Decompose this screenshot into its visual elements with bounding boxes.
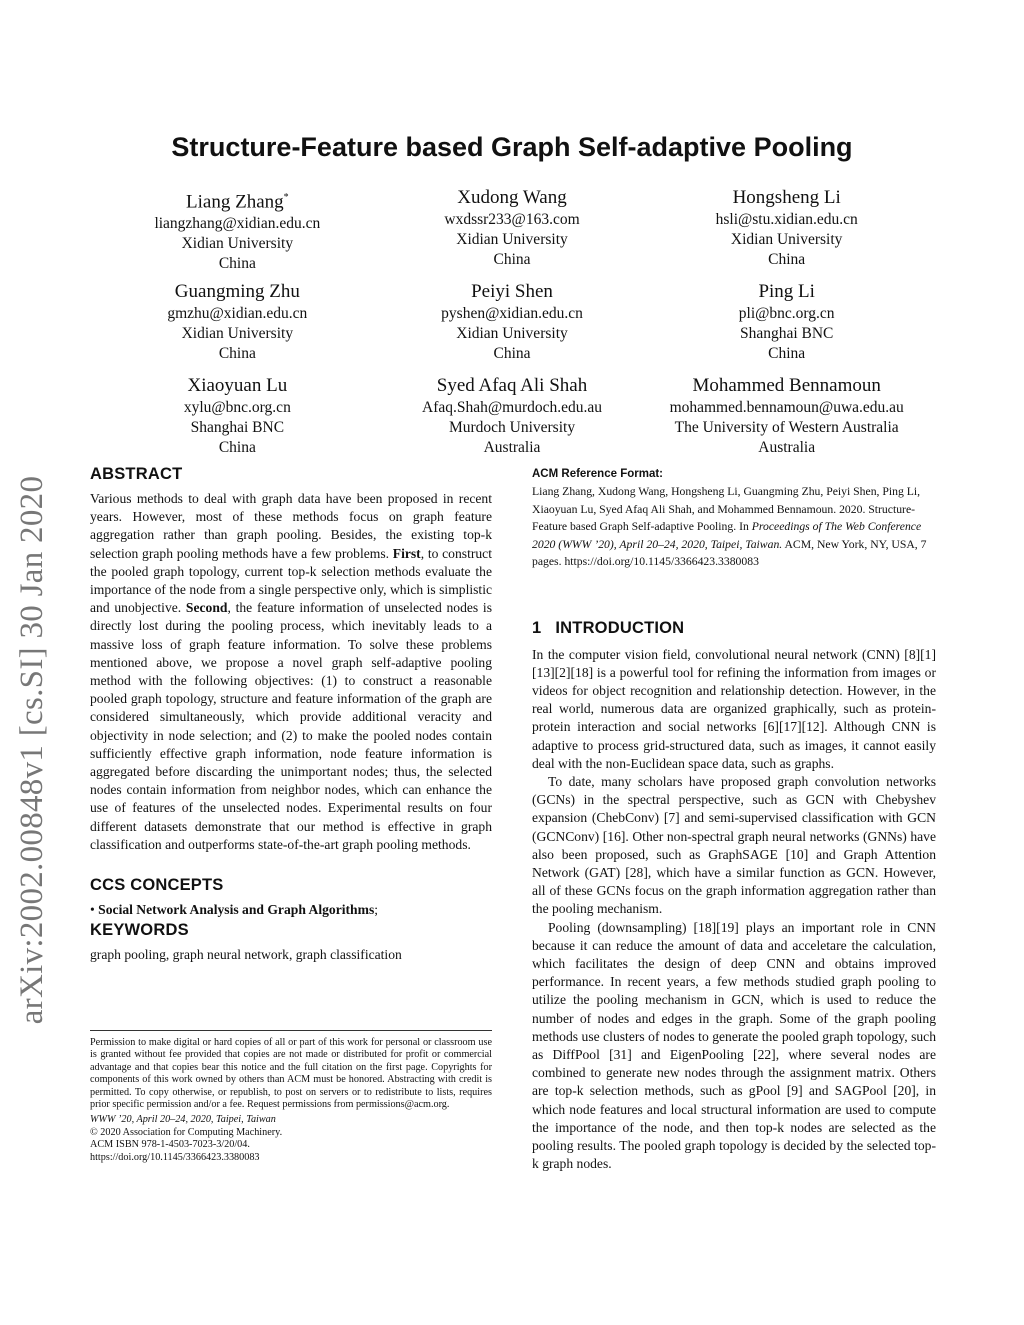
- author-affiliation: Xidian University: [181, 235, 294, 253]
- author-row: [100, 186, 924, 280]
- author-name: Guangming Zhu: [174, 281, 300, 302]
- author-country: China: [218, 439, 256, 456]
- author-country: China: [493, 251, 531, 268]
- permission-footnote: [90, 1030, 492, 1164]
- author-email[interactable]: liangzhang@xidian.edu.cn: [154, 215, 321, 233]
- author-country: China: [493, 345, 531, 362]
- author-affiliation: Murdoch University: [448, 419, 576, 436]
- author-row: [100, 280, 924, 374]
- venue-line: WWW ’20, April 20–24, 2020, Taipei, Taiwan: [90, 1114, 276, 1126]
- author-country: Australia: [758, 439, 816, 456]
- ccs-concepts-heading: CCS CONCEPTS: [90, 876, 224, 895]
- acm-reference-heading: ACM Reference Format:: [532, 468, 663, 480]
- author-name: Peiyi Shen: [471, 281, 553, 302]
- author-row: [100, 374, 924, 468]
- author-country: China: [218, 255, 256, 273]
- author-email[interactable]: xylu@bnc.org.cn: [183, 399, 291, 416]
- author-card: [375, 280, 650, 374]
- author-name: Mohammed Bennamoun: [692, 375, 881, 396]
- author-country: China: [768, 251, 806, 268]
- arxiv-side-stamp: arXiv:2002.00848v1 [cs.SI] 30 Jan 2020: [14, 475, 50, 1025]
- author-affiliation: Xidian University: [730, 231, 843, 248]
- author-name: Hongsheng Li: [732, 187, 841, 208]
- intro-paragraph: In the computer vision field, convolutional neural network (CNN) [8][1][13][2][18] is a powerful tool for refining the information from images or videos for object recognition and relationship detection. However, in the real world, numerous data are organized graphically, such as protein-protein interaction and social networks [6][17][12]. Although CNN is adaptive to process grid-structured data, such as images, it cannot easily deal with the non-Euclidean space data, such as graphs.: [532, 646, 936, 771]
- author-email[interactable]: mohammed.bennamoun@uwa.edu.au: [669, 399, 904, 416]
- introduction-heading: 1 INTRODUCTION: [532, 618, 685, 637]
- author-affiliation: Xidian University: [456, 231, 568, 248]
- author-country: China: [768, 345, 806, 362]
- doi-link[interactable]: https://doi.org/10.1145/3366423.3380083: [90, 1151, 260, 1163]
- author-email[interactable]: pyshen@xidian.edu.cn: [441, 305, 583, 322]
- abstract-body: Various methods to deal with graph data have been proposed in recent years. However, most of these methods focus on graph feature aggregation rather than graph pooling. Besides, the existing top-k selection graph pooling methods have a few problems. First, to construct the pooled graph topology, current top-k selection methods evaluate the importance of the node from a single perspective only, which is simplistic and unobjective. Second, the feature information of unselected nodes is directly lost during the pooling process, which inevitably leads to a massive loss of graph feature information. To solve these problems mentioned above, we propose a novel graph self-adaptive pooling method with the following objectives: (1) to construct a reasonable pooled graph topology, structure and feature information of the graph are considered simultaneously, which provide additional veracity and objectivity in node selection; and (2) to make the pooled nodes contain sufficiently effective graph information, node feature information is aggregated before discarding the unimportant nodes; thus, the selected nodes contain information from neighbor nodes, which can enhance the use of features of the unselected nodes. Experimental results on four different datasets demonstrate that our method is effective in graph classification and outperforms state-of-the-art graph pooling methods.: [90, 491, 492, 852]
- author-email[interactable]: hsli@stu.xidian.edu.cn: [715, 211, 858, 228]
- author-country: Australia: [483, 439, 541, 456]
- author-card: [649, 280, 924, 374]
- author-card: [100, 374, 375, 468]
- right-column: [532, 468, 936, 1173]
- author-email[interactable]: gmzhu@xidian.edu.cn: [167, 305, 308, 322]
- corresponding-author-mark: *: [283, 192, 289, 203]
- author-email[interactable]: wxdssr233@163.com: [444, 211, 580, 228]
- author-name: Ping Li: [758, 281, 815, 302]
- ccs-concepts-body: • Social Network Analysis and Graph Algorithms;: [90, 902, 379, 918]
- author-affiliation: Shanghai BNC: [739, 325, 834, 342]
- intro-paragraph: To date, many scholars have proposed graph convolution networks (GCNs) in the spectral perspective, such as GCN with Chebyshev expansion (ChebConv) [7] and semi-supervised classification with GCN (GCNConv) [16]. Other non-spectral graph neural networks (GNNs) have also been proposed, such as GraphSAGE [10] and Graph Attention Network (GAT) [28], which have a similar function as GCN. However, all of these GCNs focus on the graph information aggregation rather than the pooling mechanism.: [532, 773, 936, 917]
- abstract-heading: ABSTRACT: [90, 465, 183, 483]
- author-affiliation: Shanghai BNC: [190, 419, 285, 436]
- keywords-body: graph pooling, graph neural network, graph classification: [90, 947, 402, 963]
- permission-text: Permission to make digital or hard copies of all or part of this work for personal or classroom use is granted without fee provided that copies are not made or distributed for profit or commercial advantage and that copies bear this notice and the full citation on the first page. Copyrights for components of this work owned by others than ACM must be honored. Abstracting with credit is permitted. To copy otherwise, or republish, to post on servers or to redistribute to lists, requires prior specific permission and/or a fee. Request permissions from permissions@acm.org.: [90, 1037, 492, 1111]
- author-country: China: [218, 345, 256, 362]
- author-name: Syed Afaq Ali Shah: [436, 375, 588, 396]
- author-email[interactable]: Afaq.Shah@murdoch.edu.au: [422, 399, 602, 416]
- author-email[interactable]: pli@bnc.org.cn: [738, 305, 835, 322]
- author-card: [375, 374, 650, 468]
- author-card: [100, 186, 375, 280]
- author-affiliation: Xidian University: [181, 325, 294, 342]
- section-number: 1: [532, 618, 542, 637]
- author-affiliation: The University of Western Australia: [674, 419, 899, 436]
- author-card: [375, 186, 650, 280]
- author-card: [649, 374, 924, 468]
- copyright-line: © 2020 Association for Computing Machinery.: [90, 1126, 283, 1138]
- paper-title: Structure-Feature based Graph Self-adaptive Pooling: [171, 132, 853, 162]
- author-name: Xiaoyuan Lu: [187, 375, 288, 396]
- left-column: [90, 465, 492, 964]
- author-block: [100, 186, 924, 468]
- intro-paragraph: Pooling (downsampling) [18][19] plays an important role in CNN because it can reduce the amount of data and acceletare the calculation, which facilitates the design of deep CNN and obtains improved performance. In recent years, a few methods studied graph pooling to utilize the pooling mechanism in GCN, which is used to reduce the number of nodes and edges in the graph. Some of the graph pooling methods use clusters of nodes to generate the pooled graph topology, such as DiffPool [31] and EigenPooling [22], where several nodes are combined to generate new nodes through the assignment matrix. Others are top-k selection methods, such as gPool [9] and SAGPool [20], in which node features and local structural information are used to compute the importance of the node, and then top-k nodes are selected as the pooling results. The pooled graph topology is decided by the selected top-k graph nodes.: [532, 919, 936, 1172]
- isbn-line: ACM ISBN 978-1-4503-7023-3/20/04.: [90, 1139, 250, 1151]
- keywords-heading: KEYWORDS: [90, 921, 189, 940]
- author-affiliation: Xidian University: [456, 325, 568, 342]
- author-name: Xudong Wang: [457, 187, 567, 208]
- author-card: [100, 280, 375, 374]
- acm-reference-body: Liang Zhang, Xudong Wang, Hongsheng Li, Guangming Zhu, Peiyi Shen, Ping Li, Xiaoyuan Lu, Syed Afaq Ali Shah, and Mohammed Bennamoun. 2020. Structure-Feature based Graph Self-adaptive Pooling. In Proceedings of The Web Conference 2020 (WWW ’20), April 20–24, 2020, Taipei, Taiwan. ACM, New York, NY, USA, 7 pages. https://doi.org/10.1145/3366423.3380083: [532, 485, 927, 568]
- author-name: Liang Zhang*: [186, 191, 289, 213]
- author-card: [649, 186, 924, 280]
